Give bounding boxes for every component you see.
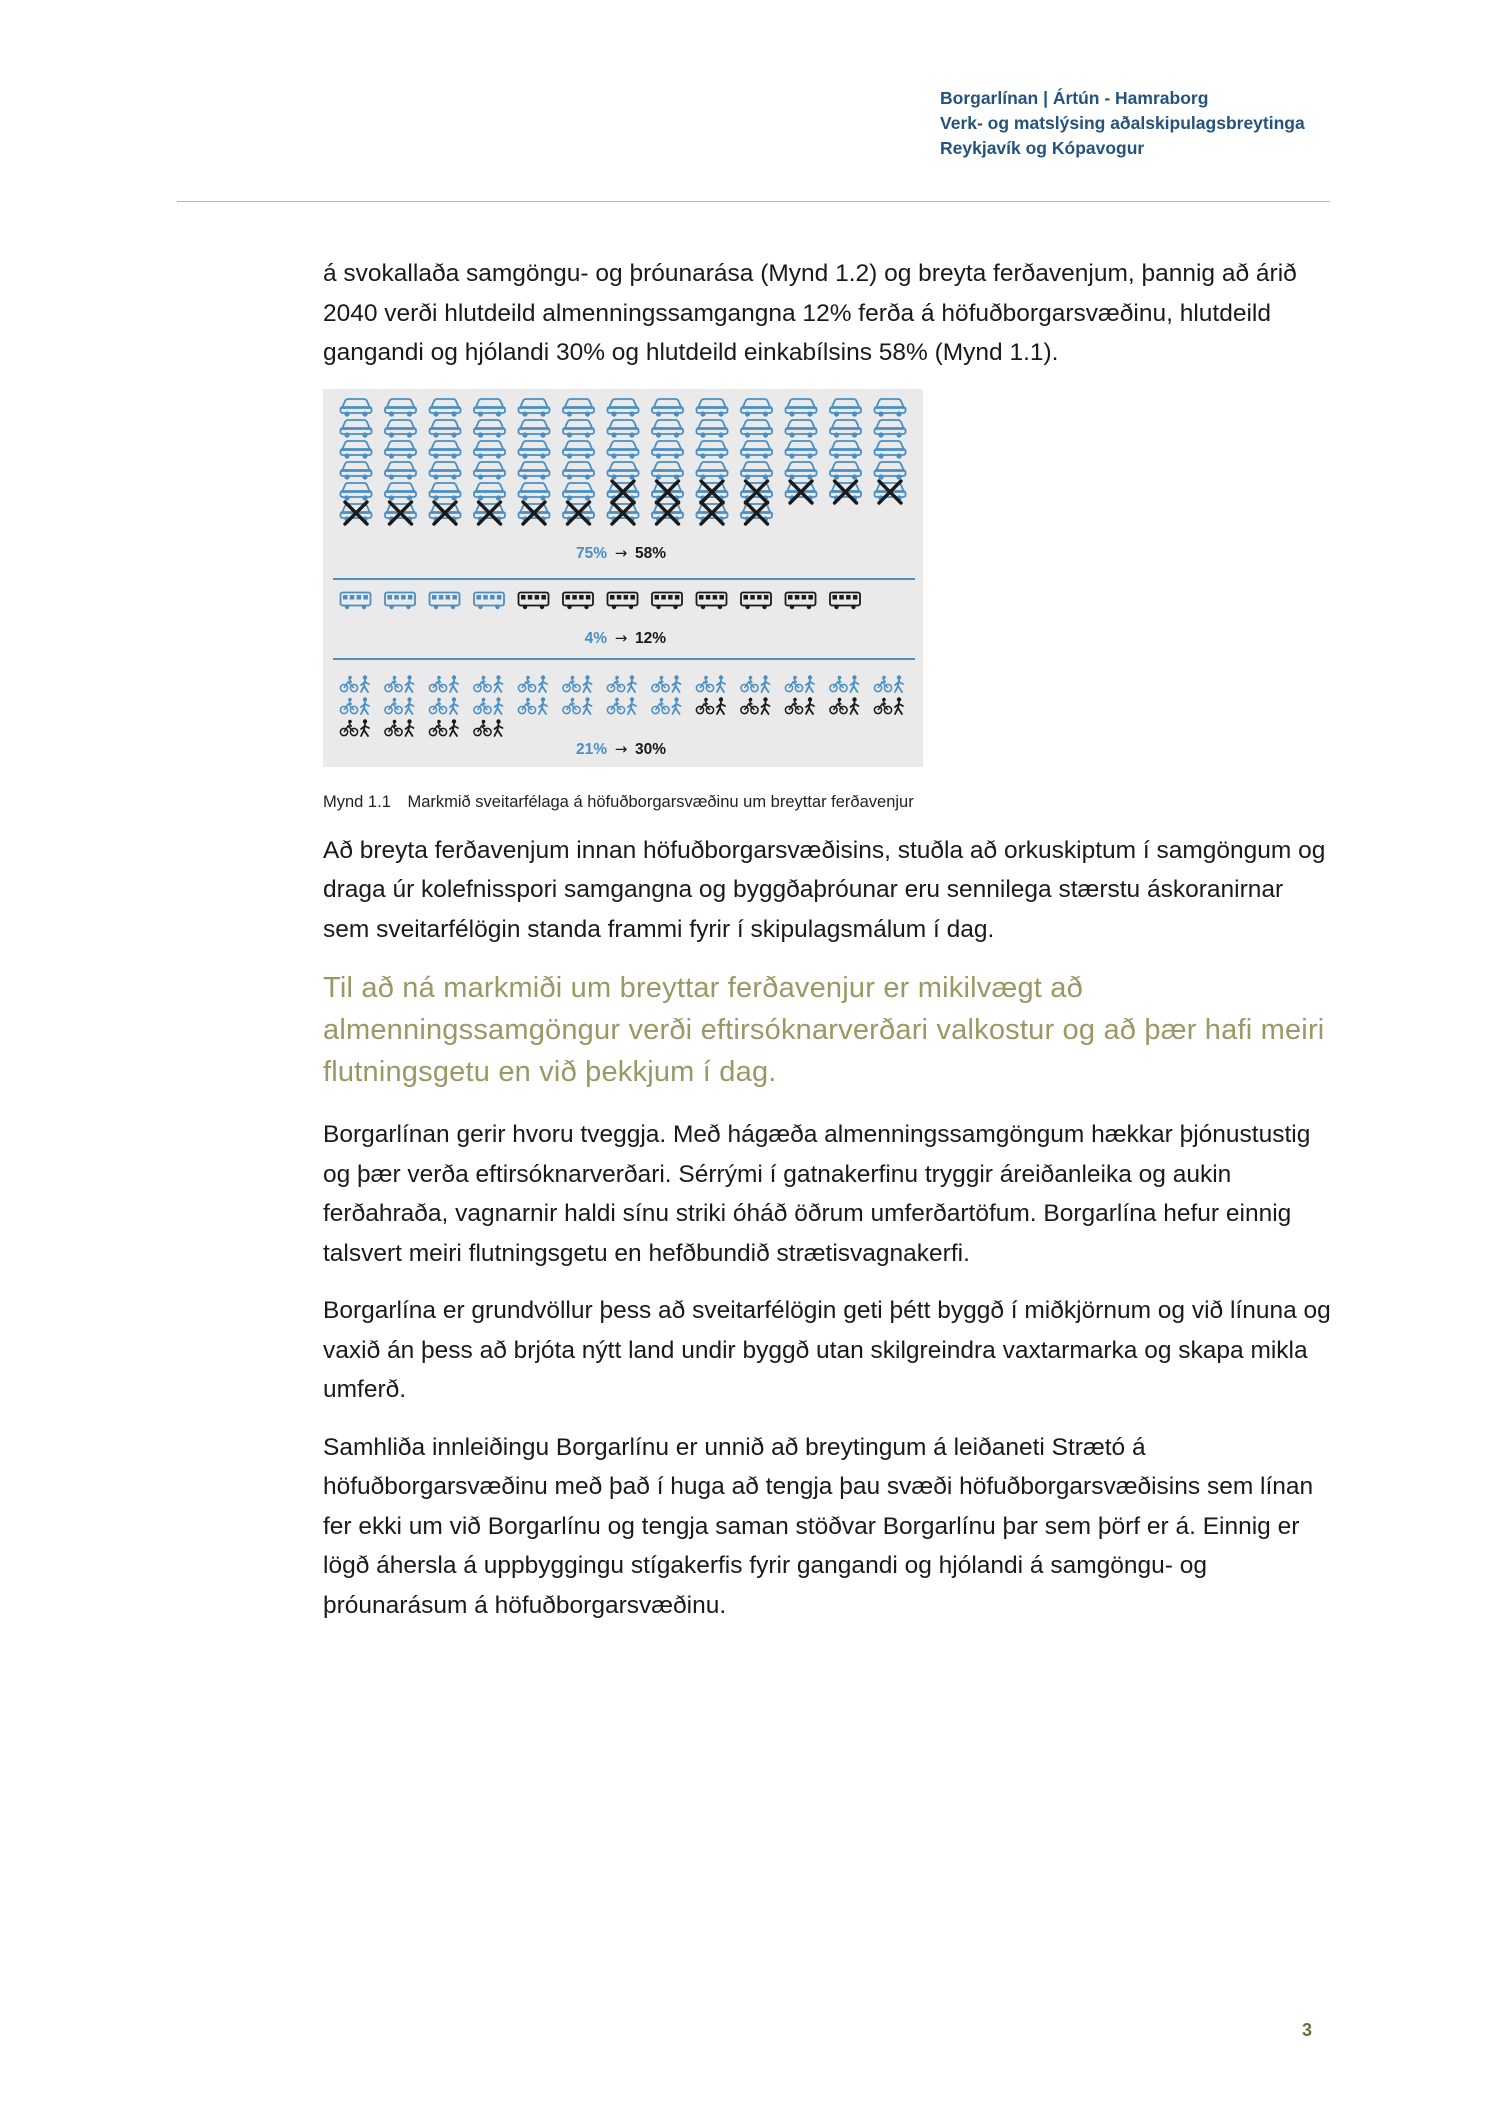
bus-icon [341, 592, 371, 609]
car-icon [474, 483, 505, 501]
bike-walk-icon [340, 697, 369, 714]
bus-share-label [585, 629, 667, 647]
car-icon [652, 462, 683, 480]
bus-icon [652, 592, 682, 609]
bike-walk-icon [652, 675, 681, 692]
car-icon [786, 481, 817, 503]
bike-walk-icon [385, 697, 414, 714]
car-icon [741, 399, 772, 417]
car-icon [341, 483, 372, 501]
car-icon [385, 399, 416, 417]
bike-walk-icon [652, 697, 681, 714]
car-icon [519, 399, 550, 417]
bus-icon [830, 592, 860, 609]
car-icon [608, 481, 639, 503]
car-icon [430, 441, 461, 459]
paragraph-borgarlina-benefits: Borgarlínan gerir hvoru tveggja. Með hágæða almenningssamgöngum hækkar þjónustustig og þær verða eftirsóknarverðari. Sérrými í gatnakerfinu tryggir áreiðanleika og aukin ferðahraða, vagnarnir haldi sínu striki óháð öðrum umferðartöfum. Borgarlína hefur einnig talsvert meiri flutningsgetu en hefðbundið strætisvagnakerfi. [323, 1121, 1311, 1267]
car-icon [474, 502, 505, 524]
car-icon [608, 441, 639, 459]
car-icon [430, 483, 461, 501]
car-icon [341, 420, 372, 438]
bike-walk-icon [563, 675, 592, 692]
bike-share-from: 21% [575, 740, 607, 758]
bike-walk-icon [696, 697, 725, 714]
figure-number: Mynd 1.1 [323, 792, 391, 811]
bike-walk-icon [874, 697, 903, 714]
bike-walk-icon [785, 697, 814, 714]
car-icon [519, 502, 550, 524]
bus-icon [741, 592, 771, 609]
car-icon [652, 441, 683, 459]
car-icon [474, 420, 505, 438]
car-icon [830, 481, 861, 503]
bike-walk-icon [474, 719, 503, 736]
bike-walk-icon [340, 719, 369, 736]
car-share-to: 58% [635, 544, 667, 562]
bike-share-label [576, 740, 666, 758]
car-icons [341, 399, 906, 524]
car-icon [563, 399, 594, 417]
car-icon [519, 420, 550, 438]
figure-caption [323, 791, 1333, 813]
header-title: Borgarlínan | Ártún - Hamraborg [940, 88, 1209, 108]
paragraph-densification: Borgarlína er grundvöllur þess að sveitarfélögin geti þétt byggð í miðkjörnum og við línuna og vaxið án þess að brjóta nýtt land undir byggð utan skilgreindra vaxtarmarka og skapa mikla umferð. [323, 1297, 1331, 1403]
bus-icon [430, 592, 460, 609]
car-icon [430, 502, 461, 524]
bus-icon [608, 592, 638, 609]
car-icon [652, 502, 683, 524]
bike-walk-icon [429, 697, 458, 714]
car-icon [474, 462, 505, 480]
car-icon [385, 462, 416, 480]
car-icon [341, 462, 372, 480]
car-icon [430, 420, 461, 438]
car-icon [341, 441, 372, 459]
bike-walk-icon [741, 675, 770, 692]
bike-walk-icon [830, 675, 859, 692]
arrow-icon: → [614, 739, 628, 758]
header-municipalities: Reykjavík og Kópavogur [940, 138, 1145, 158]
car-icon [875, 441, 906, 459]
car-icon [652, 399, 683, 417]
bike-walk-icon [696, 675, 725, 692]
bike-walk-icon [474, 697, 503, 714]
car-icon [474, 441, 505, 459]
car-icon [830, 441, 861, 459]
car-icon [563, 502, 594, 524]
page-content [323, 254, 1333, 1643]
car-icon [786, 462, 817, 480]
car-icon [608, 420, 639, 438]
bike-walk-icon [830, 697, 859, 714]
bike-walk-icon [429, 675, 458, 692]
car-icon [830, 399, 861, 417]
bike-walk-icon [429, 719, 458, 736]
car-icon [563, 483, 594, 501]
figure-caption-text: Markmið sveitarfélaga á höfuðborgarsvæðinu um breyttar ferðavenjur [407, 792, 914, 811]
car-icon [830, 420, 861, 438]
paragraph-challenges: Að breyta ferðavenjum innan höfuðborgarsvæðisins, stuðla að orkuskiptum í samgöngum og draga úr kolefnisspori samgangna og byggðaþróunar eru sennilega stærstu áskoranirnar sem sveitarfélögin standa frammi fyrir í skipulagsmálum í dag. [323, 836, 1326, 943]
bus-icon [786, 592, 816, 609]
car-icon [741, 420, 772, 438]
page-number: 3 [1302, 2020, 1313, 2040]
car-icon [741, 502, 772, 524]
car-icon [875, 420, 906, 438]
bike-walk-icon [607, 697, 636, 714]
car-icon [875, 481, 906, 503]
bike-walk-icon [340, 675, 369, 692]
car-icon [430, 462, 461, 480]
bus-icon [385, 592, 415, 609]
car-icon [519, 441, 550, 459]
car-icon [741, 481, 772, 503]
bike-icons [340, 675, 903, 736]
car-icon [741, 441, 772, 459]
bike-walk-icon [785, 675, 814, 692]
car-icon [385, 502, 416, 524]
car-icon [563, 420, 594, 438]
car-icon [652, 481, 683, 503]
bike-walk-icon [474, 675, 503, 692]
modal-split-figure [323, 389, 923, 767]
bus-icon [519, 592, 549, 609]
car-icon [697, 502, 728, 524]
car-icon [341, 399, 372, 417]
modal-split-infographic [323, 389, 923, 767]
car-icon [786, 420, 817, 438]
car-icon [385, 420, 416, 438]
car-icon [741, 462, 772, 480]
bus-icons [341, 592, 861, 609]
car-share-from: 75% [575, 544, 607, 562]
bus-share-from: 4% [584, 629, 607, 647]
car-icon [563, 462, 594, 480]
bus-icon [697, 592, 727, 609]
header-subtitle: Verk- og matslýsing aðalskipulagsbreytinga [940, 113, 1305, 133]
car-icon [697, 399, 728, 417]
car-icon [830, 462, 861, 480]
bike-share-to: 30% [635, 740, 667, 758]
car-icon [875, 399, 906, 417]
car-icon [474, 399, 505, 417]
car-icon [875, 462, 906, 480]
arrow-icon: → [614, 543, 628, 562]
paragraph-network-changes: Samhliða innleiðingu Borgarlínu er unnið að breytingum á leiðaneti Strætó á höfuðborgarsvæðinu með það í huga að tengja þau svæði höfuðborgarsvæðisins sem línan fer ekki um við Borgarlínu og tengja saman stöðvar Borgarlínu þar sem þörf er á. Einnig er lögð áhersla á uppbyggingu stígakerfis fyrir gangandi og hjólandi á samgöngu- og þróunarásum á höfuðborgarsvæðinu. [323, 1433, 1314, 1619]
car-icon [608, 502, 639, 524]
bike-walk-icon [385, 675, 414, 692]
car-icon [786, 399, 817, 417]
car-icon [697, 420, 728, 438]
arrow-icon: → [614, 628, 628, 647]
car-icon [519, 483, 550, 501]
bike-walk-icon [518, 697, 547, 714]
header-divider [177, 201, 1330, 202]
car-icon [341, 502, 372, 524]
bike-walk-icon [607, 675, 636, 692]
car-icon [385, 483, 416, 501]
car-icon [563, 441, 594, 459]
bus-icon [474, 592, 504, 609]
car-icon [519, 462, 550, 480]
pull-quote: Til að ná markmiði um breyttar ferðavenjur er mikilvægt að almenningssamgöngur verði eftirsóknarverðari valkostur og að þær hafi meiri flutningsgetu en við þekkjum í dag. [323, 972, 1325, 1088]
car-icon [385, 441, 416, 459]
intro-paragraph: á svokallaða samgöngu- og þróunarása (Mynd 1.2) og breyta ferðavenjum, þannig að árið 2040 verði hlutdeild almenningssamgangna 12% ferða á höfuðborgarsvæðinu, hlutdeild gangandi og hjólandi 30% og hlutdeild einkabílsins 58% (Mynd 1.1). [323, 260, 1297, 366]
bike-walk-icon [518, 675, 547, 692]
bike-walk-icon [874, 675, 903, 692]
car-icon [697, 481, 728, 503]
bus-icon [563, 592, 593, 609]
car-icon [786, 441, 817, 459]
bike-walk-icon [563, 697, 592, 714]
car-icon [430, 399, 461, 417]
car-icon [652, 420, 683, 438]
bus-share-to: 12% [635, 629, 667, 647]
bike-walk-icon [741, 697, 770, 714]
car-icon [697, 441, 728, 459]
car-icon [608, 399, 639, 417]
document-header [940, 86, 1400, 161]
bike-walk-icon [385, 719, 414, 736]
car-icon [697, 462, 728, 480]
car-share-label [576, 544, 666, 562]
car-icon [608, 462, 639, 480]
